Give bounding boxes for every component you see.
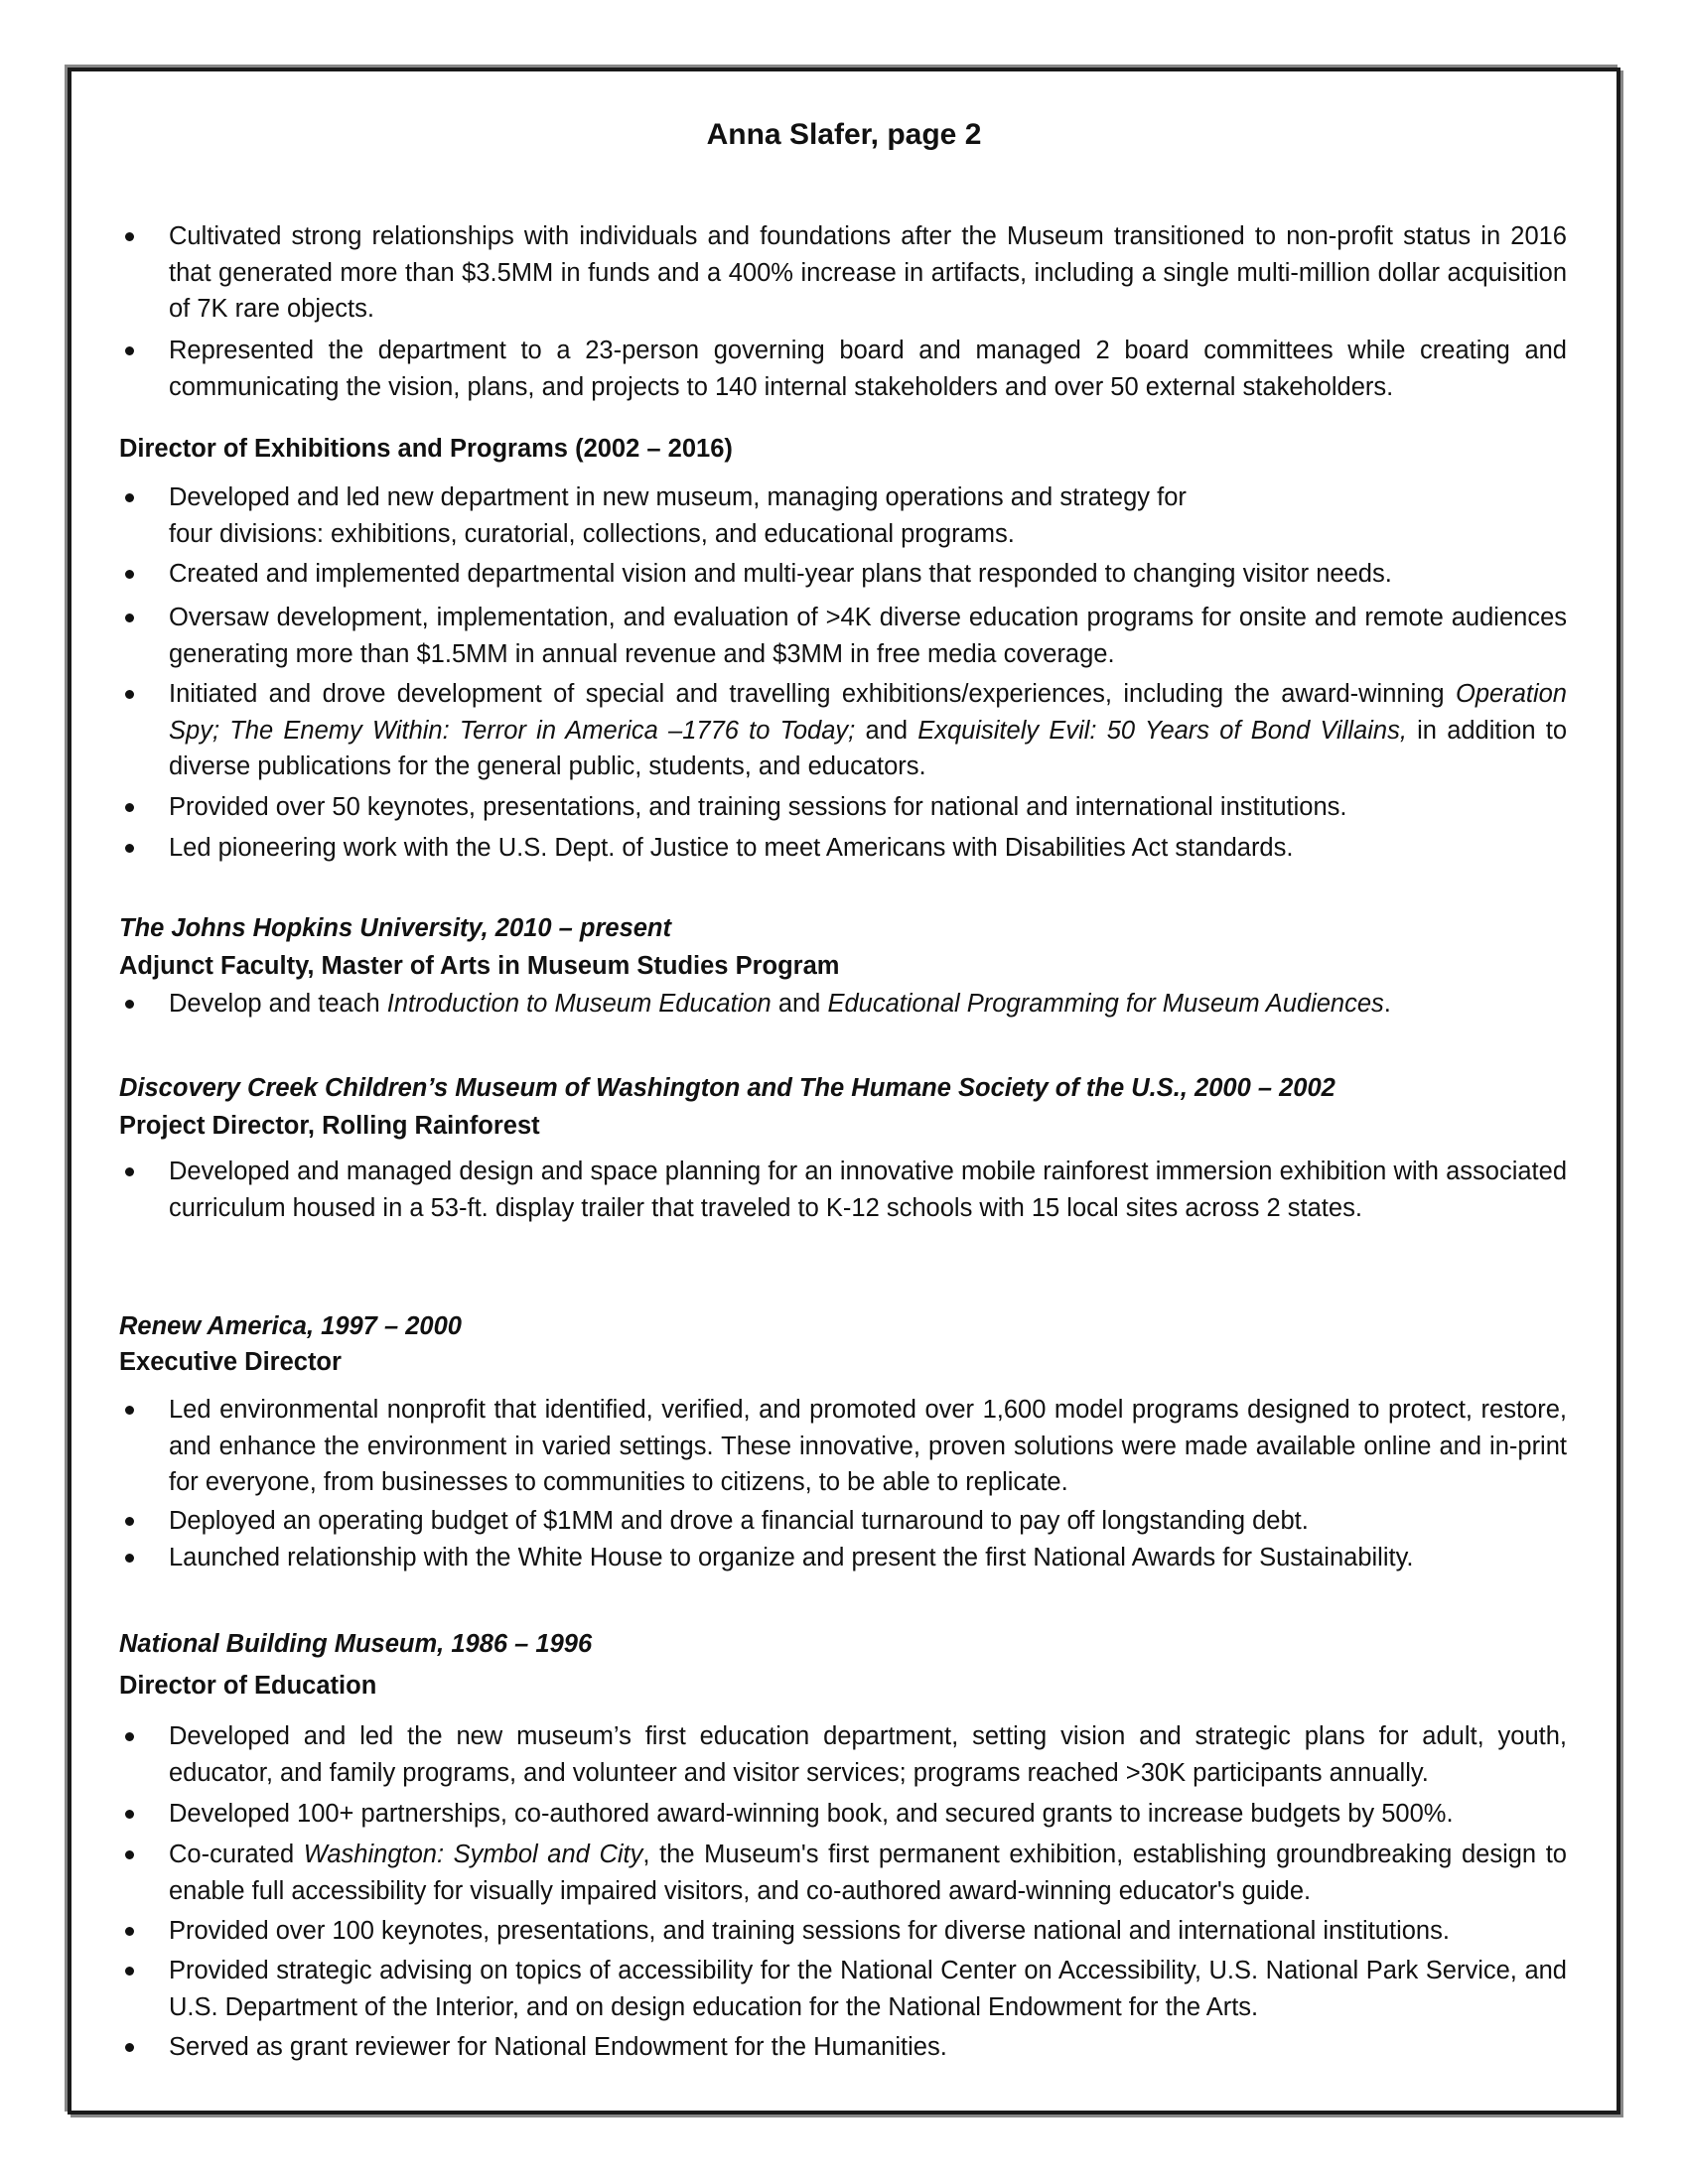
bullet-item <box>119 1503 1567 1540</box>
bullet-text: Provided over 100 keynotes, presentations, and training sessions for diverse national and international institutions. <box>169 1917 1450 1945</box>
bullet-text: Developed and managed design and space planning for an innovative mobile rainforest immersion exhibition with associated curriculum housed in a 53-ft. display trailer that traveled to K-12 schools with 15 local sites across 2 states. <box>169 1158 1567 1222</box>
position-heading: Adjunct Faculty, Master of Arts in Museum Studies Program <box>119 952 840 980</box>
bullet-item <box>119 556 1567 593</box>
bullet-item <box>119 986 1567 1023</box>
bullet-item <box>119 1718 1567 1791</box>
position-heading: Project Director, Rolling Rainforest <box>119 1112 540 1140</box>
bullet-text: Launched relationship with the White House to organize and present the first National Awards for Sustainability. <box>169 1544 1414 1571</box>
bullet-text: Served as grant reviewer for National Endowment for the Humanities. <box>169 2033 947 2061</box>
position-heading: Executive Director <box>119 1348 342 1376</box>
bullet-item <box>119 1154 1567 1226</box>
bullet-item <box>119 789 1567 826</box>
bullet-text: Initiated and drove development of special and travelling exhibitions/experiences, including the award-winning <box>169 680 1456 708</box>
bullet-item <box>119 218 1567 328</box>
italic-title-text: Operation Spy; The Enemy Within: Terror in America –1776 to Today; <box>169 680 1567 745</box>
bullet-item <box>119 333 1567 405</box>
bullet-text: Oversaw development, implementation, and evaluation of >4K diverse education programs for onsite and remote audiences generating more than $1.5MM in annual revenue and $3MM in free media coverage. <box>169 604 1567 668</box>
bullet-text: Led environmental nonprofit that identified, verified, and promoted over 1,600 model programs designed to protect, restore, and enhance the environment in varied settings. These innovative, proven solutions were made available online and in-print for everyone, from businesses to communities to citizens, to be able to replicate. <box>169 1396 1567 1497</box>
italic-title-text: Educational Programming for Museum Audiences <box>827 990 1384 1018</box>
bullet-item <box>119 600 1567 672</box>
organization-heading: Renew America, 1997 – 2000 <box>119 1312 462 1340</box>
bullet-text: Cultivated strong relationships with individuals and foundations after the Museum transitioned to non-profit status in 2016 that generated more than $3.5MM in funds and a 400% increase in artifacts, including a single multi-million dollar acquisition of 7K rare objects. <box>169 222 1567 324</box>
bullet-item <box>119 2029 1567 2066</box>
organization-heading: Discovery Creek Children’s Museum of Washington and The Humane Society of the U.S., 2000 – 2002 <box>119 1074 1336 1102</box>
bullet-item <box>119 1913 1567 1950</box>
bullet-item <box>119 676 1567 785</box>
bullet-text: , the Museum's first permanent exhibition, establishing groundbreaking design to enable full accessibility for visually impaired visitors, and co-authored award-winning educator's guide. <box>169 1841 1567 1905</box>
bullet-item <box>119 1953 1567 2025</box>
bullet-text: Developed and led the new museum’s first education department, setting vision and strategic plans for adult, youth, educator, and family programs, and volunteer and visitor services; programs reached >30K participants annually. <box>169 1722 1567 1787</box>
bullet-item <box>119 479 1567 552</box>
bullet-text: Developed and led new department in new museum, managing operations and strategy for <box>169 483 1187 511</box>
bullet-text: Developed 100+ partnerships, co-authored award-winning book, and secured grants to increase budgets by 500%. <box>169 1800 1454 1828</box>
position-heading: Director of Exhibitions and Programs (2002 – 2016) <box>119 435 733 463</box>
bullet-item <box>119 1392 1567 1501</box>
organization-heading: The Johns Hopkins University, 2010 – present <box>119 914 671 942</box>
bullet-text: in addition to diverse publications for the general public, students, and educators. <box>169 716 1568 781</box>
bullet-text: Deployed an operating budget of $1MM and drove a financial turnaround to pay off longstanding debt. <box>169 1507 1309 1535</box>
bullet-text: Develop and teach <box>169 990 387 1018</box>
bullet-text: four divisions: exhibitions, curatorial, collections, and educational programs. <box>169 519 1015 548</box>
position-heading: Director of Education <box>119 1672 377 1700</box>
bullet-text: Co-curated <box>169 1841 304 1868</box>
bullet-item <box>119 1796 1567 1833</box>
bullet-text: and <box>771 990 828 1018</box>
page-title: Anna Slafer, page 2 <box>706 118 982 151</box>
bullet-item <box>119 1837 1567 1909</box>
bullet-item <box>119 1540 1567 1576</box>
bullet-text: Provided over 50 keynotes, presentations, and training sessions for national and international institutions. <box>169 793 1347 821</box>
bullet-text: . <box>1383 990 1391 1018</box>
italic-title-text: Introduction to Museum Education <box>386 990 772 1018</box>
bullet-text: Led pioneering work with the U.S. Dept. of Justice to meet Americans with Disabilities Act standards. <box>169 834 1294 862</box>
bullet-text: and <box>855 716 918 745</box>
italic-title-text: Washington: Symbol and City <box>303 1841 643 1868</box>
italic-title-text: Exquisitely Evil: 50 Years of Bond Villains, <box>917 716 1407 745</box>
bullet-item <box>119 830 1567 867</box>
bullet-text: Provided strategic advising on topics of accessibility for the National Center on Accessibility, U.S. National Park Service, and U.S. Department of the Interior, and on design education for the National Endowment for the Arts. <box>169 1957 1567 2021</box>
organization-heading: National Building Museum, 1986 – 1996 <box>119 1630 593 1658</box>
bullet-text: Represented the department to a 23-person governing board and managed 2 board committees while creating and communicating the vision, plans, and projects to 140 internal stakeholders and over 50 external stakeholders. <box>169 337 1567 401</box>
bullet-text: Created and implemented departmental vision and multi-year plans that responded to changing visitor needs. <box>169 560 1392 588</box>
